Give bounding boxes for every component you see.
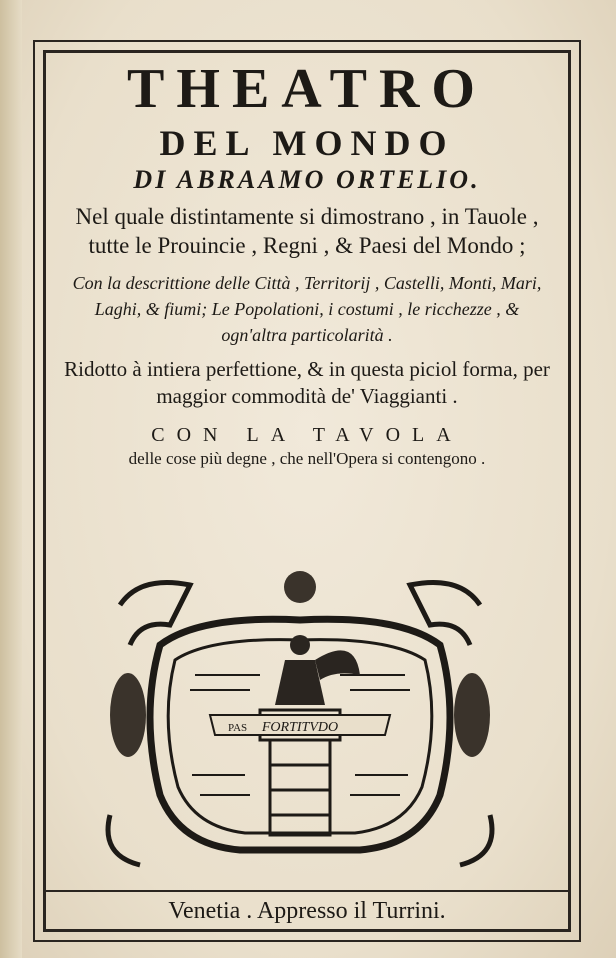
imprint-line: Venetia . Appresso il Turrini. (168, 898, 446, 924)
book-gutter (0, 0, 22, 958)
author-line: DI ABRAAMO ORTELIO. (133, 165, 481, 194)
title-del-mondo: DEL MONDO (159, 123, 455, 163)
con-la-tavola: CON LA TAVOLA (151, 424, 463, 446)
tavola-description: delle cose più degne , che nell'Opera si contengono . (128, 449, 486, 468)
banner-motto: FORTITVDO (261, 720, 339, 735)
description-text: Nel quale distintamente si dimostrano , in Tauole , tutte le Prouincie , Regni , & Paesi del Mondo ; (75, 204, 539, 258)
imprint-rule (43, 890, 571, 892)
woodcut-emblem (100, 565, 500, 875)
reduction-text: Ridotto à intiera perfettione, & in questa piciol forma, per maggior commodità de' Viaggianti . (64, 357, 550, 408)
title-theatro: THEATRO (127, 58, 487, 120)
banner-left-text: PAS (228, 722, 248, 734)
subdescription-text: Con la descrittione delle Città , Territorij , Castelli, Monti, Mari, Laghi, & fiumi; Le Popolationi, i costumi , le ricchezze , & ogn'altra particolarità . (72, 273, 542, 345)
